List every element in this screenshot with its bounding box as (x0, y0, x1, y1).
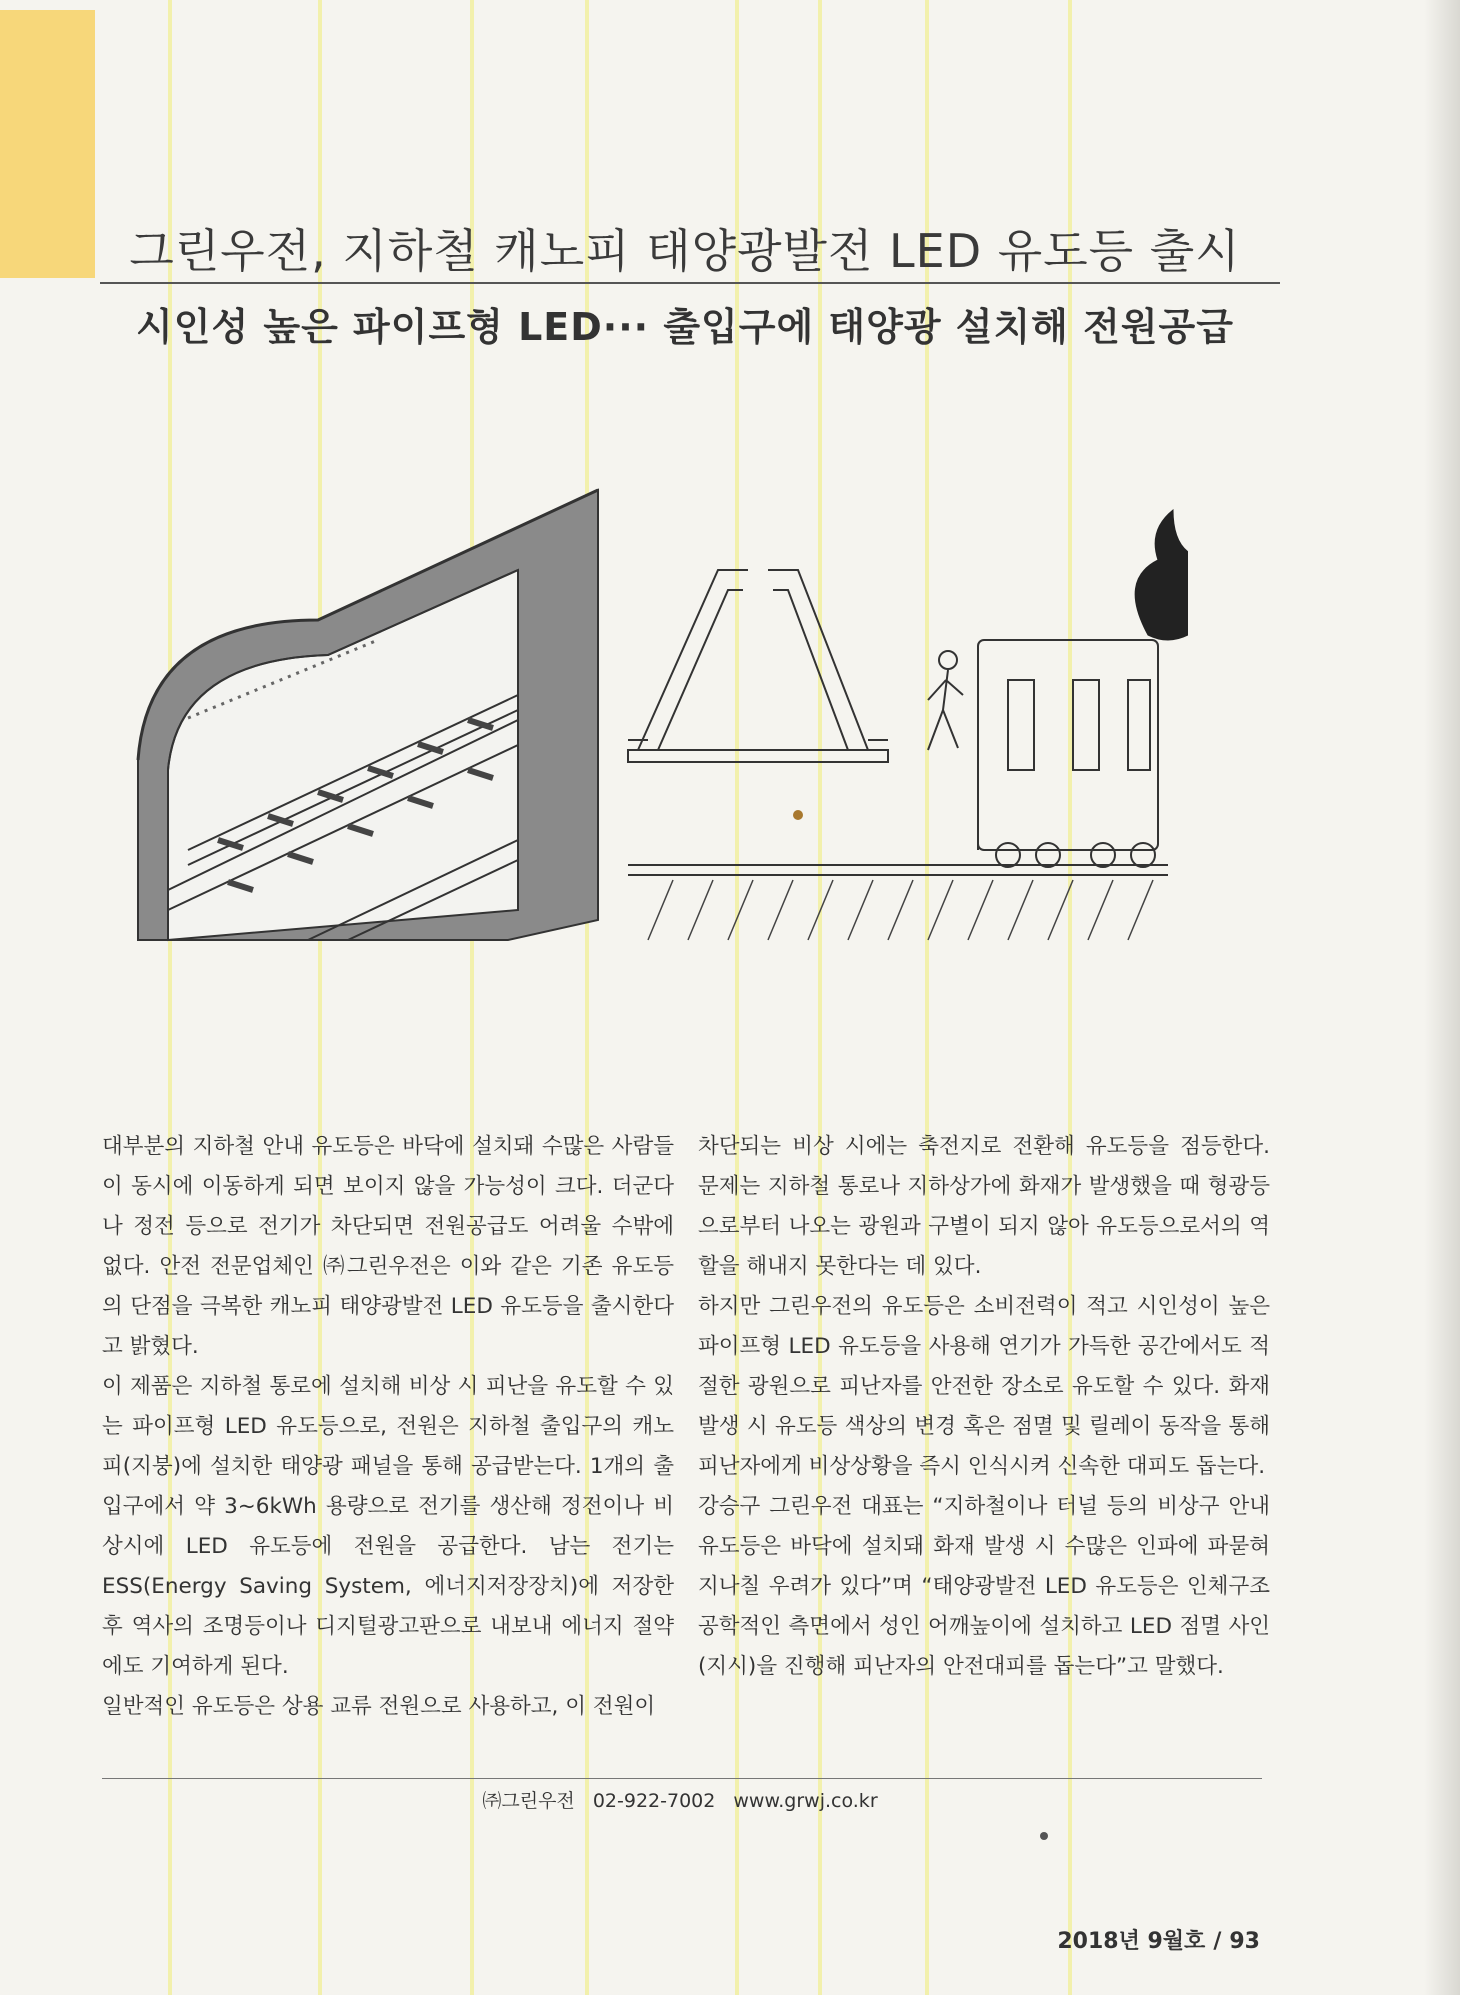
article-title: 그린우전, 지하철 캐노피 태양광발전 LED 유도등 출시 (129, 224, 1241, 278)
body-paragraph: 일반적인 유도등은 상용 교류 전원으로 사용하고, 이 전원이 (102, 1694, 656, 1719)
body-paragraph: 차단되는 비상 시에는 축전지로 전환해 유도등을 점등한다. 문제는 지하철 통로나 지하상가에 화재가 발생했을 때 형광등으로부터 나오는 광원과 구별이 되지 않아 유도등으로서의 역할을 해내지 못한다는 데 있다. (698, 1134, 1270, 1279)
article-illustration (128, 470, 1188, 960)
tunnel-illustration (138, 490, 598, 940)
contact-line (100, 1786, 1260, 1813)
page-binding-shadow (1424, 0, 1460, 1995)
scan-edge-tab (0, 10, 95, 278)
body-paragraph: 하지만 그린우전의 유도등은 소비전력이 적고 시인성이 높은 파이프형 LED 유도등을 사용해 연기가 가득한 공간에서도 적절한 광원으로 피난자를 안전한 장소로 유도할 수 있다. 화재 발생 시 유도등 색상의 변경 혹은 점멸 및 릴레이 동작을 통해 피난자에게 비상상황을 즉시 인식시켜 신속한 대피도 돕는다. (698, 1294, 1270, 1479)
ink-spot (1040, 1832, 1048, 1840)
company-name: ㈜그린우전 (482, 1790, 575, 1812)
body-column-left (102, 1127, 674, 1727)
website-link[interactable]: www.grwj.co.kr (733, 1790, 878, 1812)
issue-label: 2018년 9월호 (1057, 1929, 1206, 1954)
station-illustration (628, 570, 1168, 940)
contact-divider (102, 1778, 1262, 1779)
page-footer: 2018년 9월호 / 93 (1057, 1929, 1260, 1954)
body-paragraph: 이 제품은 지하철 통로에 설치해 비상 시 피난을 유도할 수 있는 파이프형 LED 유도등으로, 전원은 지하철 출입구의 캐노피(지붕)에 설치한 태양광 패널을 통해 공급받는다. 1개의 출입구에서 약 3~6kWh 용량으로 전기를 생산해 정전이나 비상시에 LED 유도등에 전원을 공급한다. 남는 전기는 ESS(Energy Saving System, 에너지저장장치)에 저장한 후 역사의 조명등이나 디지털광고판으로 내보내 에너지 절약에도 기여하게 된다. (102, 1374, 674, 1679)
fire-icon (1135, 510, 1188, 640)
article-subtitle: 시인성 높은 파이프형 LED··· 출입구에 태양광 설치해 전원공급 (136, 305, 1234, 349)
page-number: 93 (1229, 1929, 1260, 1954)
phone-number: 02-922-7002 (592, 1790, 716, 1812)
speck (793, 810, 803, 820)
body-paragraph: 강승구 그린우전 대표는 “지하철이나 터널 등의 비상구 안내 유도등은 바닥에 설치돼 화재 발생 시 수많은 인파에 파묻혀 지나칠 우려가 있다”며 “태양광발전 LED 유도등은 인체구조 공학적인 측면에서 성인 어깨높이에 설치하고 LED 점멸 사인(지시)을 진행해 피난자의 안전대피를 돕는다”고 말했다. (698, 1494, 1270, 1679)
body-column-right (698, 1127, 1270, 1687)
title-divider (100, 282, 1280, 284)
body-paragraph: 대부분의 지하철 안내 유도등은 바닥에 설치돼 수많은 사람들이 동시에 이동하게 되면 보이지 않을 가능성이 크다. 더군다나 정전 등으로 전기가 차단되면 전원공급도 어려울 수밖에 없다. 안전 전문업체인 ㈜그린우전은 이와 같은 기존 유도등의 단점을 극복한 캐노피 태양광발전 LED 유도등을 출시한다고 밝혔다. (102, 1134, 674, 1359)
